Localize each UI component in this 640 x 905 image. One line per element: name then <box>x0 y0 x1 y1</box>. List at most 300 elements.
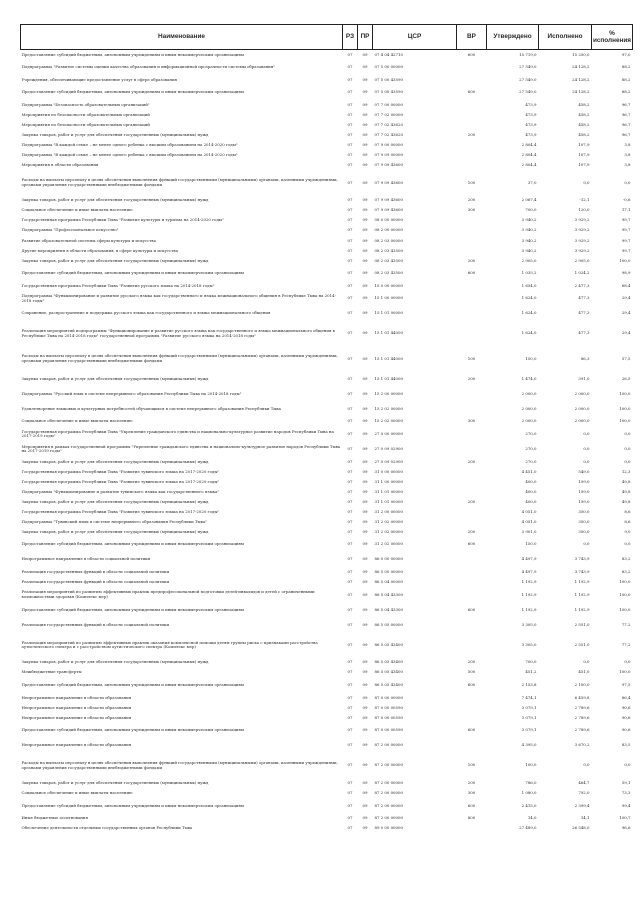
row-rz: 07 <box>347 727 353 733</box>
row-pr: 09 <box>362 295 368 301</box>
row-rz: 07 <box>347 815 353 821</box>
row-pr: 09 <box>362 132 368 138</box>
row-csr: 07 7 02 43620 <box>374 121 403 127</box>
row-csr: 87 0 00 00590 <box>374 714 403 720</box>
row-percent: 83,2 <box>621 569 631 575</box>
row-executed: 199,0 <box>578 478 590 484</box>
row-budget: 2 415,0 <box>521 802 537 808</box>
row-name: Непрограммное направление в области образования <box>21 714 132 720</box>
row-vr <box>457 321 487 346</box>
row-csr: 31 2 02 00000 <box>374 518 403 524</box>
row-name: Закупка товаров, работ и услуг для обеспечения государственных (муниципальных) нужд <box>21 132 209 138</box>
row-vr: 100 <box>467 762 476 768</box>
row-pr: 09 <box>362 694 368 700</box>
row-rz: 07 <box>347 355 353 361</box>
row-budget: 1 624,0 <box>521 295 537 301</box>
row-rz: 07 <box>347 528 353 534</box>
row-pr: 09 <box>362 591 368 597</box>
row-rz: 07 <box>347 488 353 494</box>
row-name: Предоставление субсидий бюджетным, автономным учреждениям и иным некоммерческим организациям <box>21 682 244 688</box>
row-name: Подпрограмма "В каждой семье – не менее одного ребенка с высшим образованием на 2014-2020 годы" <box>21 142 238 148</box>
row-pr: 09 <box>362 606 368 612</box>
row-vr: 200 <box>467 498 476 504</box>
row-vr <box>457 140 487 150</box>
row-csr: 15 1 00 00000 <box>374 295 403 301</box>
row-name: Реализация мероприятий подпрограммы "Функционирование и развитие русского языка как государственного и языка межнационального общения в Республике Тыва на 2014-2018 годы" государственной программы "Развитие русского языка на 2014-2018 годы" <box>21 328 335 338</box>
row-rz: 07 <box>347 458 353 464</box>
row-vr: 600 <box>467 270 476 276</box>
row-executed: 1 192,9 <box>574 591 590 597</box>
row-name: Государственная программа Республики Тыва "Развитие тувинского языка на 2017-2020 годы" <box>21 478 220 484</box>
row-vr: 200 <box>467 375 476 381</box>
table-row <box>21 371 633 386</box>
row-name: Предоставление субсидий бюджетным, автономным учреждениям и иным некоммерческим организациям <box>21 727 244 733</box>
row-budget: 473,9 <box>525 111 537 117</box>
row-executed: 2 100,0 <box>574 682 590 688</box>
table-row <box>21 788 633 798</box>
row-csr: 86 5 05 00000 <box>374 621 403 627</box>
row-pr: 09 <box>362 121 368 127</box>
row-budget: 15 719,0 <box>519 51 537 57</box>
row-budget: 3 940,2 <box>521 247 537 253</box>
table-row <box>21 246 633 256</box>
row-pr: 09 <box>362 257 368 263</box>
row-executed: 458,2 <box>578 111 590 117</box>
row-budget: 4 051,0 <box>521 508 537 514</box>
row-rz: 07 <box>347 790 353 796</box>
row-vr <box>457 75 487 85</box>
row-vr <box>457 738 487 753</box>
row-executed: 199,0 <box>578 498 590 504</box>
row-vr: 600 <box>467 51 476 57</box>
row-rz: 07 <box>347 606 353 612</box>
row-executed: 477,3 <box>578 330 590 336</box>
table-row <box>21 256 633 266</box>
row-pr: 09 <box>362 390 368 396</box>
row-percent: 3,8 <box>624 142 631 148</box>
row-executed: 1 192,9 <box>574 579 590 585</box>
table-row <box>21 346 633 371</box>
row-name: Расходы на выплаты персоналу в целях обеспечения выполнения функций государственными (муниципальными) органами, казенными учреждениями, органами управления государственными внебюджетными фондами <box>21 177 338 188</box>
row-pr: 09 <box>362 197 368 203</box>
row-budget: 27 549,0 <box>519 76 537 82</box>
row-budget: 3 305,0 <box>521 641 537 647</box>
row-vr: 200 <box>467 779 476 785</box>
row-executed: 24 128,2 <box>572 89 590 95</box>
row-budget: 150,0 <box>525 541 537 547</box>
table-row <box>21 552 633 567</box>
row-pr: 09 <box>362 227 368 233</box>
table-row <box>21 196 633 206</box>
row-executed: 549,0 <box>578 468 590 474</box>
row-vr <box>457 507 487 517</box>
row-pr: 09 <box>362 742 368 748</box>
row-budget: 1 474,0 <box>521 375 537 381</box>
row-executed: 458,2 <box>578 121 590 127</box>
row-pr: 09 <box>362 478 368 484</box>
row-executed: 107,9 <box>578 142 590 148</box>
row-executed: 0,0 <box>583 541 590 547</box>
row-name: Социальное обеспечение и иные выплаты населению <box>21 418 133 424</box>
row-csr: 87 2 00 00000 <box>374 802 403 808</box>
row-pr: 09 <box>362 518 368 524</box>
row-vr <box>457 824 487 834</box>
row-budget: 2 804,4 <box>521 142 537 148</box>
row-budget: 2 000,0 <box>521 418 537 424</box>
row-percent: 88,2 <box>621 64 631 70</box>
row-percent: 100,0 <box>619 606 631 612</box>
row-executed: 24 128,2 <box>572 76 590 82</box>
row-pr: 09 <box>362 152 368 158</box>
table-row <box>21 713 633 723</box>
row-budget: 4 451,0 <box>521 468 537 474</box>
row-vr: 200 <box>467 132 476 138</box>
table-row <box>21 321 633 346</box>
row-budget: 451,2 <box>525 669 537 675</box>
row-budget: 2 905,0 <box>521 257 537 263</box>
table-row <box>21 753 633 778</box>
table-body <box>21 50 633 834</box>
row-percent: 100,0 <box>619 257 631 263</box>
header-executed: Исполнено <box>539 25 592 50</box>
row-name: Сохранение, распространение и поддержка русского языка как государственного и языка межнационального общения <box>21 310 271 316</box>
row-budget: 4 051,0 <box>521 518 537 524</box>
row-vr <box>457 161 487 171</box>
row-csr: 08 2 03 00000 <box>374 237 403 243</box>
header-rz: РЗ <box>343 25 358 50</box>
row-rz: 07 <box>347 121 353 127</box>
row-percent: 73,3 <box>621 790 631 796</box>
row-name: Закупка товаров, работ и услуг для обеспечения государственных (муниципальных) нужд <box>21 498 209 504</box>
row-rz: 07 <box>347 142 353 148</box>
row-pr: 09 <box>362 237 368 243</box>
row-vr: 200 <box>467 257 476 263</box>
row-executed: 0,0 <box>583 659 590 665</box>
row-percent: 96,7 <box>621 132 631 138</box>
row-csr: 87 2 00 00000 <box>374 815 403 821</box>
row-percent: 0,0 <box>624 659 631 665</box>
row-csr: 86 5 05 43400 <box>374 659 403 665</box>
row-name: Подпрограмма "Русский язык в системе непрерывного образования Республики Тыва на 2014-2018 годы" <box>21 390 242 396</box>
row-pr: 09 <box>362 111 368 117</box>
row-pr: 09 <box>362 498 368 504</box>
row-executed: 0,0 <box>583 179 590 185</box>
row-pr: 09 <box>362 217 368 223</box>
row-pr: 09 <box>362 430 368 436</box>
row-csr: 27 0 09 02900 <box>374 458 403 464</box>
row-rz: 07 <box>347 742 353 748</box>
row-csr: 07 9 09 43600 <box>374 179 403 185</box>
row-executed: 464,7 <box>578 779 590 785</box>
row-budget: 400,0 <box>525 498 537 504</box>
row-rz: 07 <box>347 704 353 710</box>
table-row <box>21 778 633 788</box>
row-vr <box>457 442 487 457</box>
row-csr: 89 0 00 00000 <box>374 825 403 831</box>
row-rz: 07 <box>347 282 353 288</box>
row-vr <box>457 236 487 246</box>
row-percent: 12,3 <box>621 468 631 474</box>
row-percent: 9,0 <box>624 528 631 534</box>
row-name: Реализация мероприятий по развитию эффективных практик оказания комплексной помощи детям группы риска с признаками расстройства аутистического спектра и с расстройством аутистического спектра (Комплекс мер) <box>21 639 318 650</box>
row-vr <box>457 402 487 417</box>
row-csr: 15 2 02 00000 <box>374 418 403 424</box>
row-name: Подпрограмма "Тувинский язык в системе непрерывного образования Республики Тыва" <box>21 518 207 524</box>
row-budget: 2 153,8 <box>521 682 537 688</box>
row-percent: 98,9 <box>621 270 631 276</box>
row-name: Государственная программа Республики Тыва "Развитие русского языка на 2014-2018 годы" <box>21 282 215 288</box>
table-row <box>21 161 633 171</box>
row-percent: -0,6 <box>622 197 631 203</box>
row-budget: 4 395,0 <box>521 742 537 748</box>
row-name: Мероприятия по безопасности образовательных организаций <box>21 111 150 117</box>
row-percent: 96,7 <box>621 111 631 117</box>
row-executed: 0,0 <box>583 762 590 768</box>
row-pr: 09 <box>362 310 368 316</box>
row-vr: 600 <box>467 606 476 612</box>
row-executed: 2 551,0 <box>574 641 590 647</box>
row-percent: 99,7 <box>621 217 631 223</box>
row-budget: 3 079,1 <box>521 704 537 710</box>
row-rz: 07 <box>347 270 353 276</box>
row-rz: 07 <box>347 405 353 411</box>
row-percent: 97,5 <box>621 682 631 688</box>
table-row <box>21 171 633 196</box>
row-executed: 2 551,0 <box>574 621 590 627</box>
row-name: Социальное обеспечение и иные выплаты населению <box>21 790 133 796</box>
row-budget: 37,0 <box>527 179 537 185</box>
table-row <box>21 402 633 417</box>
table-row <box>21 85 633 100</box>
row-vr <box>457 477 487 487</box>
row-csr: 07 5 00 43590 <box>374 89 403 95</box>
row-executed: 458,2 <box>578 101 590 107</box>
row-budget: 27 489,0 <box>519 825 537 831</box>
row-vr: 500 <box>467 669 476 675</box>
row-rz: 07 <box>347 779 353 785</box>
table-row <box>21 723 633 738</box>
row-csr: 15 1 01 44000 <box>374 375 403 381</box>
row-csr: 87 0 00 00000 <box>374 694 403 700</box>
table-row <box>21 497 633 507</box>
table-row <box>21 306 633 321</box>
row-percent: 77,2 <box>621 621 631 627</box>
row-percent: 29,4 <box>621 295 631 301</box>
row-rz: 07 <box>347 111 353 117</box>
header-percent: % исполнения <box>592 25 633 50</box>
row-percent: 83,2 <box>621 556 631 562</box>
row-vr <box>457 517 487 527</box>
table-row <box>21 693 633 703</box>
row-name: Закупка товаров, работ и услуг для обеспечения государственных (муниципальных) нужд <box>21 779 209 785</box>
row-name: Закупка товаров, работ и услуг для обеспечения государственных (муниципальных) нужд <box>21 528 209 534</box>
row-percent: 100,0 <box>619 405 631 411</box>
row-rz: 07 <box>347 197 353 203</box>
row-rz: 07 <box>347 682 353 688</box>
row-name: Предоставление субсидий бюджетным, автономным учреждениям и иным некоммерческим организациям <box>21 270 244 276</box>
row-pr: 09 <box>362 179 368 185</box>
row-csr: 86 5 05 43400 <box>374 682 403 688</box>
row-executed: 6 459,8 <box>574 694 590 700</box>
row-name: Реализация государственных функций в области социальной политики <box>21 569 170 575</box>
row-csr: 31 2 02 00000 <box>374 528 403 534</box>
row-name: Реализация государственных функций в области социальной политики <box>21 579 170 585</box>
row-percent: 0,0 <box>624 541 631 547</box>
row-name: Подпрограмма "В каждой семье – не менее одного ребенка с высшим образованием на 2014-2020 годы" <box>21 152 238 158</box>
row-budget: 3 079,1 <box>521 714 537 720</box>
table-row <box>21 577 633 587</box>
row-budget: 3 940,2 <box>521 217 537 223</box>
row-pr: 09 <box>362 579 368 585</box>
row-percent: 3,8 <box>624 162 631 168</box>
table-row <box>21 517 633 527</box>
row-executed: 0,0 <box>583 445 590 451</box>
row-pr: 09 <box>362 790 368 796</box>
row-name: Закупка товаров, работ и услуг для обеспечения государственных (муниципальных) нужд <box>21 257 209 263</box>
row-percent: 29,4 <box>621 310 631 316</box>
row-csr: 87 2 00 00000 <box>374 779 403 785</box>
row-csr: 86 0 00 00000 <box>374 556 403 562</box>
row-budget: 3 079,1 <box>521 727 537 733</box>
row-executed: 3 670,2 <box>574 742 590 748</box>
table-row <box>21 120 633 130</box>
row-percent: 57,5 <box>621 355 631 361</box>
row-percent: 96,7 <box>621 121 631 127</box>
row-executed: 2 000,0 <box>574 390 590 396</box>
row-name: Подпрограмма "Функционирование и развитие тувинского языка как государственного языка" <box>21 488 220 494</box>
row-executed: 391,0 <box>578 375 590 381</box>
row-pr: 09 <box>362 659 368 665</box>
row-csr: 27 0 00 00000 <box>374 430 403 436</box>
table-row <box>21 417 633 427</box>
row-budget: 270,0 <box>525 430 537 436</box>
row-rz: 07 <box>347 579 353 585</box>
row-pr: 09 <box>362 528 368 534</box>
row-percent: 97,0 <box>621 51 631 57</box>
row-name: Мероприятия в рамках государственной программы "Укрепление гражданского единства и национально-культурное развитие народов Республики Тыва на 2017-2019 годы" <box>21 443 341 454</box>
row-rz: 07 <box>347 669 353 675</box>
row-executed: 451,0 <box>578 669 590 675</box>
row-name: Непрограммное направление в области образования <box>21 742 132 748</box>
row-name: Реализация мероприятий по развитию эффективных практик предпрофессиональной подготовки детей-инвалидов и детей с ограниченными возможностями здоровья (Комплекс мер) <box>21 589 315 599</box>
row-csr: 08 0 00 00000 <box>374 217 403 223</box>
row-vr: 800 <box>467 815 476 821</box>
row-executed: 350,0 <box>578 518 590 524</box>
row-budget: 1 035,2 <box>521 270 537 276</box>
row-percent: 0,0 <box>624 762 631 768</box>
row-pr: 09 <box>362 375 368 381</box>
row-pr: 09 <box>362 779 368 785</box>
row-csr: 27 0 09 02900 <box>374 445 403 451</box>
row-percent: 49,8 <box>621 488 631 494</box>
table-row <box>21 678 633 693</box>
row-percent: 100,0 <box>619 669 631 675</box>
row-executed: 1 024,2 <box>574 270 590 276</box>
row-csr: 15 2 02 00000 <box>374 405 403 411</box>
row-csr: 07 5 00 00000 <box>374 64 403 70</box>
row-budget: 1 192,9 <box>521 606 537 612</box>
row-csr: 86 5 04 43300 <box>374 591 403 597</box>
row-name: Закупка товаров, работ и услуг для обеспечения государственных (муниципальных) нужд <box>21 375 209 381</box>
row-vr <box>457 467 487 477</box>
row-executed: 15 250,0 <box>572 51 590 57</box>
row-name: Предоставление субсидий бюджетным, автономным учреждениям и иным некоммерческим организациям <box>21 606 244 612</box>
row-pr: 09 <box>362 556 368 562</box>
row-csr: 86 5 05 43400 <box>374 641 403 647</box>
row-rz: 07 <box>347 295 353 301</box>
row-budget: 27 549,0 <box>519 64 537 70</box>
row-executed: 199,0 <box>578 488 590 494</box>
row-rz: 07 <box>347 802 353 808</box>
row-percent: 96,7 <box>621 101 631 107</box>
row-rz: 07 <box>347 762 353 768</box>
row-rz: 07 <box>347 217 353 223</box>
row-csr: 15 0 00 00000 <box>374 282 403 288</box>
row-csr: 07 9 09 43600 <box>374 207 403 213</box>
row-csr: 15 1 01 00000 <box>374 310 403 316</box>
row-vr: 600 <box>467 682 476 688</box>
row-rz: 07 <box>347 468 353 474</box>
row-rz: 07 <box>347 152 353 158</box>
table-row <box>21 206 633 216</box>
table-row <box>21 527 633 537</box>
row-name: Учреждения, обеспечивающие предоставление услуг в сфере образования <box>21 76 178 82</box>
row-csr: 86 5 04 00000 <box>374 579 403 585</box>
row-name: Закупка товаров, работ и услуг для обеспечения государственных (муниципальных) нужд <box>21 659 209 665</box>
row-percent: 99,4 <box>621 802 631 808</box>
row-executed: 86,3 <box>580 355 590 361</box>
row-percent: 88,2 <box>621 89 631 95</box>
table-row <box>21 130 633 140</box>
row-pr: 09 <box>362 468 368 474</box>
row-budget: 1 624,0 <box>521 330 537 336</box>
row-rz: 07 <box>347 569 353 575</box>
row-executed: 24 128,2 <box>572 64 590 70</box>
row-executed: 3 929,2 <box>574 217 590 223</box>
row-name: Расходы на выплаты персоналу в целях обеспечения выполнения функций государственными (муниципальными) органами, казенными учреждениями, органами управления государственными внебюджетными фондами <box>21 760 338 770</box>
row-executed: 26 548,0 <box>572 825 590 831</box>
row-executed: 2 477,3 <box>574 282 590 288</box>
row-name: Государственная программа Республики Тыва "Укрепление гражданского единства и национально-культурное развитие народов Республики Тыва на 2017-2019 годы" <box>21 428 334 439</box>
row-vr <box>457 216 487 226</box>
table-row <box>21 266 633 281</box>
table-row <box>21 813 633 823</box>
row-vr: 300 <box>467 418 476 424</box>
row-csr: 07 9 09 43600 <box>374 162 403 168</box>
row-csr: 86 5 00 00000 <box>374 569 403 575</box>
row-csr: 87 0 00 00590 <box>374 704 403 710</box>
row-percent: 59,1 <box>621 779 631 785</box>
row-percent: 86,4 <box>621 694 631 700</box>
row-budget: 473,9 <box>525 101 537 107</box>
row-percent: 96,6 <box>621 825 631 831</box>
row-vr <box>457 150 487 160</box>
row-pr: 09 <box>362 282 368 288</box>
row-name: Мероприятия по безопасности образовательных организаций <box>21 121 150 127</box>
row-name: Непрограммное направление в области образования <box>21 694 132 700</box>
row-name: Реализация государственных функций в области социальной политики <box>21 621 170 627</box>
row-pr: 09 <box>362 458 368 464</box>
row-name: Государственная программа Республики Тыва "Развитие тувинского языка на 2017-2020 годы" <box>21 508 220 514</box>
row-vr <box>457 703 487 713</box>
row-executed: 2 905,0 <box>574 257 590 263</box>
row-budget: 3 305,0 <box>521 621 537 627</box>
row-csr: 07 9 09 43600 <box>374 197 403 203</box>
row-percent: 100,0 <box>619 591 631 597</box>
row-percent: 8,6 <box>624 508 631 514</box>
table-row <box>21 387 633 402</box>
row-percent: 26,5 <box>621 375 631 381</box>
